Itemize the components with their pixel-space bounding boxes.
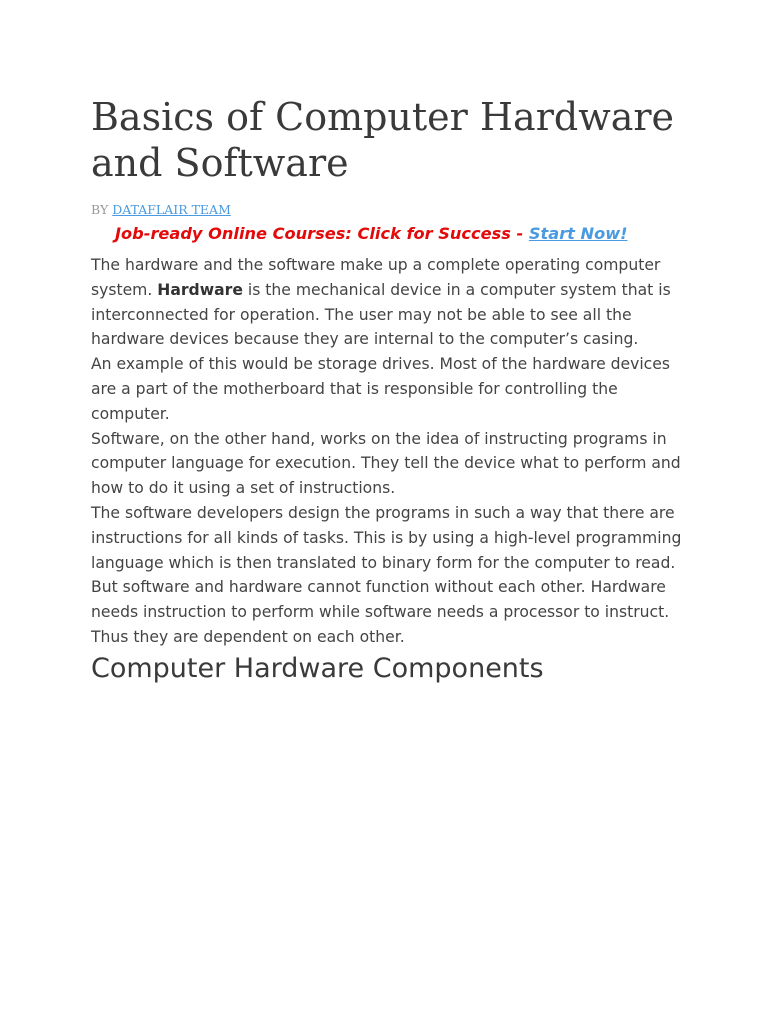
promo-text: Job-ready Online Courses: Click for Success -	[115, 224, 529, 243]
paragraph-2: An example of this would be storage drives. Most of the hardware devices are a part of the motherboard that is responsible for controlling the computer.	[91, 355, 670, 423]
paragraph-4: The software developers design the programs in such a way that there are instructions for all kinds of tasks. This is by using a high-level programming language which is then translated to binary form for the computer to read.	[91, 503, 682, 572]
page-title: Basics of Computer Hardware and Software	[91, 95, 675, 185]
author-link[interactable]: DATAFLAIR TEAM	[112, 202, 231, 217]
hardware-term: Hardware	[157, 280, 243, 299]
paragraph-5: But software and hardware cannot function without each other. Hardware needs instruction to perform while software needs a processor to instruct. Thus they are dependent on each other.	[91, 578, 670, 646]
section-heading: Computer Hardware Components	[91, 652, 544, 684]
paragraph-1	[91, 253, 691, 352]
byline	[91, 202, 691, 218]
paragraph-3: Software, on the other hand, works on the idea of instructing programs in computer language for execution. They tell the device what to perform and how to do it using a set of instructions.	[91, 429, 681, 498]
article-content	[91, 94, 691, 686]
byline-prefix: BY	[91, 202, 113, 217]
paragraph-1-start: The hardware and the software make up a complete operating computer system.	[91, 256, 661, 299]
start-now-link[interactable]: Start Now!	[528, 224, 628, 243]
promo-banner	[115, 224, 691, 244]
paragraph-1-end: is the mechanical device in a computer system that is interconnected for operation. The user may not be able to see all the hardware devices because they are internal to the computer’s casing.	[91, 280, 671, 349]
article-body	[91, 253, 691, 650]
